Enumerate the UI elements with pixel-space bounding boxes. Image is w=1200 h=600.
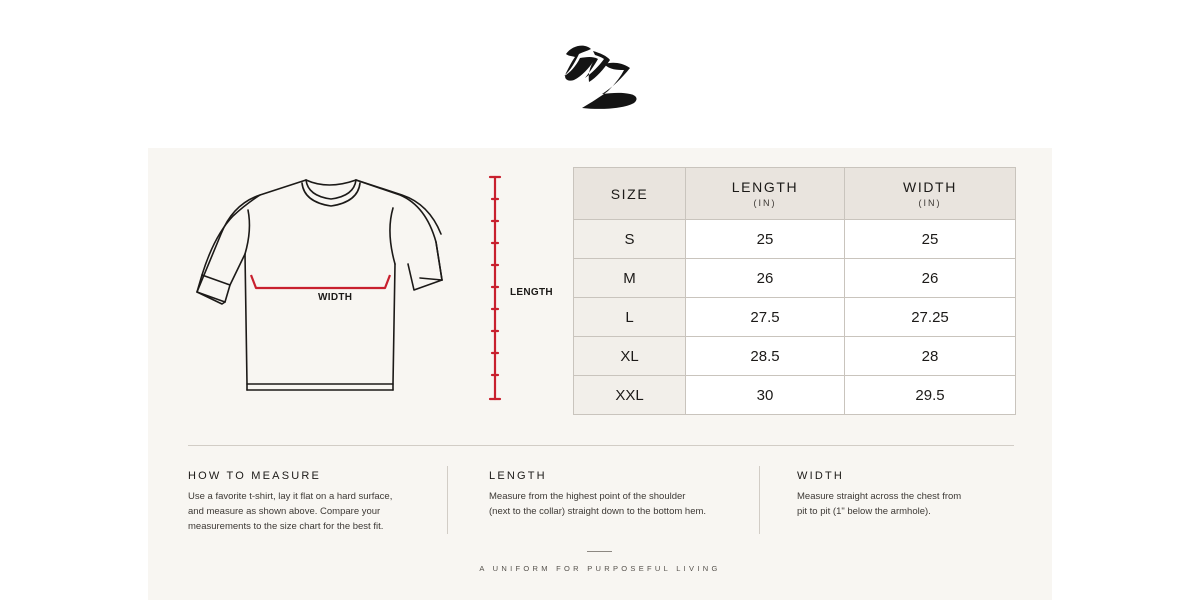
table-row	[574, 298, 1016, 337]
tagline: A UNIFORM FOR PURPOSEFUL LIVING	[479, 564, 721, 573]
table-row	[574, 376, 1016, 415]
length-measure-line	[488, 175, 502, 401]
table-row	[574, 337, 1016, 376]
length-text: Measure from the highest point of the shoulder (next to the collar) straight down to the bottom hem.	[489, 491, 707, 517]
size-cell: M	[574, 259, 686, 298]
length-cell: 27.5	[686, 298, 845, 337]
width-section	[797, 470, 961, 519]
width-cell: 29.5	[845, 376, 1016, 415]
section-divider	[188, 445, 1014, 446]
size-cell: XL	[574, 337, 686, 376]
table-row	[574, 220, 1016, 259]
how-to-measure-section	[188, 470, 392, 534]
length-cell: 30	[686, 376, 845, 415]
tagline-rule	[587, 551, 612, 552]
width-cell: 27.25	[845, 298, 1016, 337]
how-to-measure-title: HOW TO MEASURE	[188, 470, 322, 482]
size-cell: S	[574, 220, 686, 259]
width-cell: 28	[845, 337, 1016, 376]
size-table	[573, 167, 1016, 415]
length-section	[489, 470, 706, 519]
brand-monogram-logo	[558, 40, 642, 112]
width-text: Measure straight across the chest from pit to pit (1" below the armhole).	[797, 491, 962, 517]
size-cell: XXL	[574, 376, 686, 415]
header-length: LENGTH (IN)	[686, 168, 845, 220]
length-cell: 26	[686, 259, 845, 298]
how-to-measure-text: Use a favorite t-shirt, lay it flat on a hard surface, and measure as shown above. Compare your measurements to the size chart for the best fit.	[188, 491, 393, 532]
size-chart-card	[148, 148, 1052, 600]
header-width: WIDTH (IN)	[845, 168, 1016, 220]
width-cell: 25	[845, 220, 1016, 259]
width-cell: 26	[845, 259, 1016, 298]
width-title: WIDTH	[797, 470, 845, 482]
size-cell: L	[574, 298, 686, 337]
length-title: LENGTH	[489, 470, 547, 482]
column-separator	[447, 466, 448, 534]
table-header-row	[574, 168, 1016, 220]
length-label: LENGTH	[510, 287, 553, 298]
length-cell: 28.5	[686, 337, 845, 376]
length-cell: 25	[686, 220, 845, 259]
t-shirt-diagram	[188, 172, 448, 404]
width-label: WIDTH	[318, 292, 353, 303]
table-row	[574, 259, 1016, 298]
header-size: SIZE	[574, 168, 686, 220]
column-separator	[759, 466, 760, 534]
